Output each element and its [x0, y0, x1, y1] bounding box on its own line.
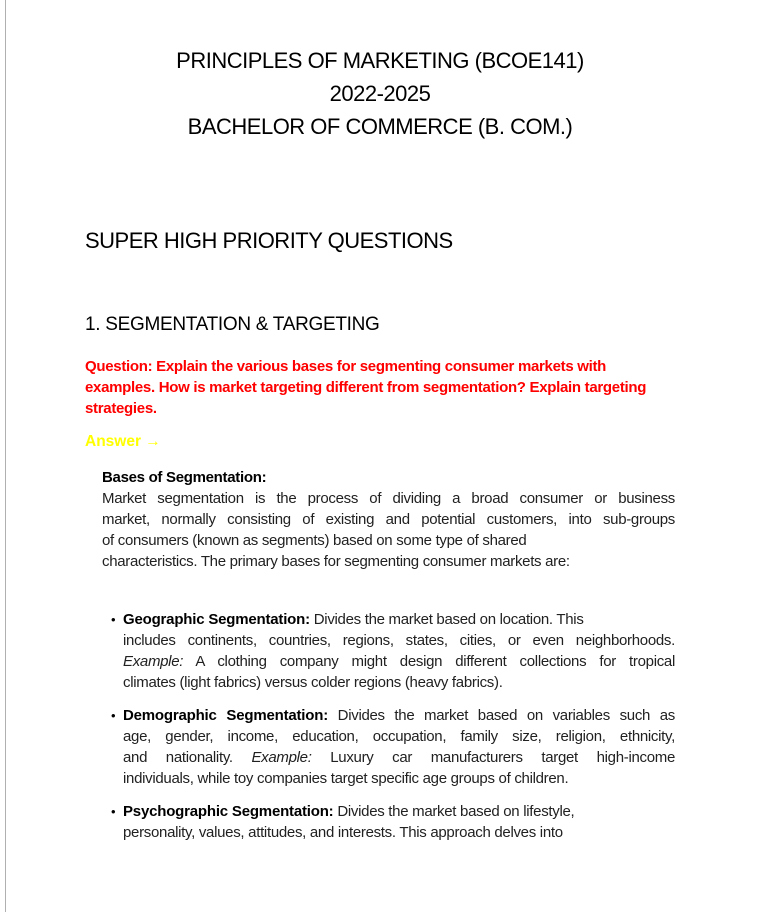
text-segment: and nationality. — [123, 749, 252, 766]
text-segment: Luxury car manufacturers target high-income — [311, 749, 675, 766]
text-line — [123, 705, 675, 726]
section-heading: 1. SEGMENTATION & TARGETING — [85, 314, 380, 335]
answer-section — [102, 467, 675, 843]
bullet-lead: Geographic Segmentation: — [123, 611, 310, 628]
text-line — [123, 609, 675, 630]
answer-subheading: Bases of Segmentation: — [102, 469, 267, 486]
intro-line: of consumers (known as segments) based on some type of shared — [102, 532, 527, 549]
text-segment: Divides the market based on lifestyle, — [333, 803, 575, 820]
bullet-lead: Psychographic Segmentation: — [123, 803, 334, 820]
list-item-demographic — [102, 705, 675, 789]
list-item-psychographic — [102, 801, 675, 843]
intro-line: Market segmentation is the process of dividing a broad consumer or business — [102, 490, 675, 507]
page-content — [85, 0, 675, 855]
intro-line: characteristics. The primary bases for segmenting consumer markets are: — [102, 553, 570, 570]
document-title-block — [85, 44, 675, 143]
bullet-icon: • — [111, 612, 116, 627]
page-left-edge-line — [5, 0, 6, 912]
course-degree: BACHELOR OF COMMERCE (B. COM.) — [187, 114, 573, 139]
text-segment: Divides the market based on variables such as — [328, 707, 675, 724]
bullet-icon: • — [111, 708, 116, 723]
text-segment: personality, values, attitudes, and interests. This approach delves into — [123, 824, 563, 841]
text-line — [123, 822, 675, 843]
course-years: 2022-2025 — [329, 81, 431, 106]
main-heading: SUPER HIGH PRIORITY QUESTIONS — [85, 228, 453, 253]
list-item-geographic — [102, 609, 675, 693]
intro-line: market, normally consisting of existing and potential customers, into sub-groups — [102, 511, 675, 528]
answer-label: Answer → — [85, 433, 161, 450]
text-line — [123, 768, 675, 789]
text-segment: A clothing company might design different collections for tropical — [183, 653, 675, 670]
text-line — [123, 630, 675, 651]
text-segment: includes continents, countries, regions, states, cities, or even neighborhoods. — [123, 632, 675, 649]
text-line — [123, 726, 675, 747]
course-title: PRINCIPLES OF MARKETING (BCOE141) — [176, 48, 584, 73]
answer-intro — [102, 488, 675, 572]
bullet-lead: Demographic Segmentation: — [123, 707, 328, 724]
text-segment: individuals, while toy companies target specific age groups of children. — [123, 770, 569, 787]
text-line — [123, 801, 675, 822]
bullet-icon: • — [111, 804, 116, 819]
question-text: Question: Explain the various bases for segmenting consumer markets with examples. How is market targeting different from segmentation? Explain targeting strategies. — [85, 358, 647, 417]
text-line — [123, 651, 675, 672]
segmentation-list — [102, 609, 675, 843]
text-segment: climates (light fabrics) versus colder regions (heavy fabrics). — [123, 674, 503, 691]
example-label: Example: — [251, 749, 312, 766]
example-label: Example: — [123, 653, 184, 670]
text-line — [123, 747, 675, 768]
text-segment: age, gender, income, education, occupation, family size, religion, ethnicity, — [123, 728, 675, 745]
text-line — [123, 672, 675, 693]
text-segment: Divides the market based on location. This — [309, 611, 584, 628]
